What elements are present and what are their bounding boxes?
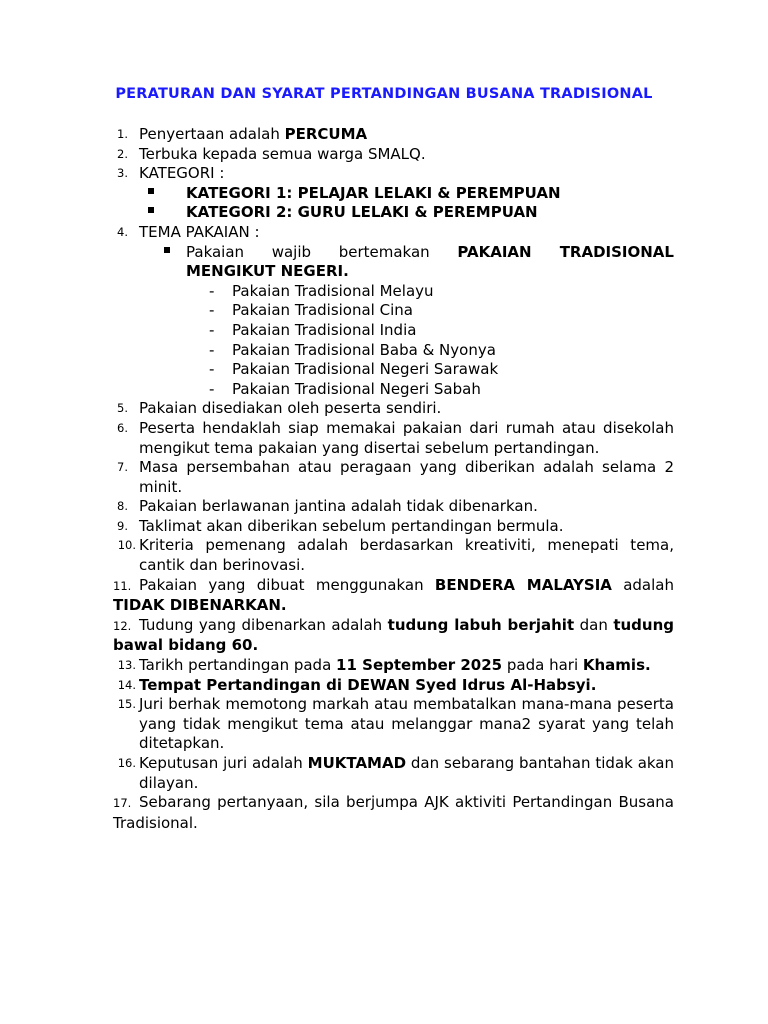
item-number: 2. — [117, 146, 128, 161]
list-item — [0, 164, 768, 184]
item-text — [139, 656, 674, 676]
item-text: Peserta hendaklah siap memakai pakaian dari rumah atau disekolah mengikut tema pakaian yang disertai sebelum pertandingan. — [139, 418, 674, 457]
costume-label: Pakaian Tradisional Negeri Sarawak — [232, 360, 499, 379]
category-label: KATEGORI 1: PELAJAR LELAKI & PEREMPUAN — [186, 183, 561, 202]
theme-text — [186, 243, 674, 282]
dash-bullet: - — [209, 379, 215, 398]
list-item — [0, 458, 768, 497]
item-text-part: Keputusan juri adalah — [139, 754, 308, 772]
rules-list — [0, 125, 768, 833]
item-number: 8. — [117, 499, 128, 514]
item-text — [139, 125, 674, 145]
dash-bullet: - — [209, 320, 215, 339]
item-number: 15. — [117, 697, 136, 712]
item-number: 1. — [117, 127, 128, 141]
item-bold-part: TIDAK DIBENARKAN. — [113, 596, 287, 615]
item-number: 11. — [113, 578, 132, 593]
item-text: Masa persembahan atau peragaan yang diberikan adalah selama 2 minit. — [139, 458, 674, 496]
item-text: Pakaian disediakan oleh peserta sendiri. — [139, 399, 442, 418]
item-text: Juri berhak memotong markah atau membatalkan mana-mana peserta yang tidak mengikut tema atau melanggar mana2 syarat yang telah ditetapkan. — [139, 695, 674, 753]
costume-item — [0, 380, 768, 400]
list-item — [0, 399, 768, 419]
item-bold-part: tudung bawal bidang 60. — [113, 615, 674, 655]
item-bold-part: Khamis. — [582, 656, 651, 675]
list-item — [0, 656, 768, 676]
item-number: 9. — [117, 518, 128, 533]
list-item — [0, 676, 768, 696]
item-text-part: dan — [574, 615, 614, 634]
item-text: Kriteria pemenang adalah berdasarkan kreativiti, menepati tema, cantik dan berinovasi. — [139, 536, 674, 575]
dash-bullet: - — [209, 340, 215, 359]
list-item — [0, 793, 768, 833]
costume-label: Pakaian Tradisional Cina — [232, 301, 413, 320]
item-text-part: Tudung yang dibenarkan adalah — [139, 615, 388, 634]
list-item — [0, 145, 768, 165]
item-number: 16. — [117, 756, 136, 770]
item-bold-part: tudung labuh berjahit — [387, 615, 575, 634]
item-number: 14. — [117, 677, 136, 692]
item-text: Terbuka kepada semua warga SMALQ. — [139, 144, 426, 163]
item-number: 17. — [113, 796, 132, 811]
item-text — [113, 793, 674, 833]
item-bold-part: 11 September 2025 — [336, 656, 503, 675]
costume-label: Pakaian Tradisional Negeri Sabah — [232, 379, 481, 398]
item-number: 3. — [117, 166, 128, 181]
item-text — [139, 754, 674, 793]
list-item — [0, 576, 768, 616]
item-text — [113, 576, 674, 616]
costume-item — [0, 341, 768, 361]
item-text: KATEGORI : — [139, 164, 225, 183]
category-label: KATEGORI 2: GURU LELAKI & PEREMPUAN — [186, 203, 538, 222]
item-number: 5. — [117, 401, 128, 416]
list-item — [0, 695, 768, 754]
item-text-part: dan sebarang bantahan tidak akan dilayan. — [139, 754, 675, 792]
dash-bullet: - — [209, 360, 215, 379]
square-bullet-icon — [164, 247, 170, 253]
item-text-part: Sebarang pertanyaan, sila berjumpa AJK aktiviti Pertandingan Busana Tradisional. — [113, 793, 674, 832]
item-text: TEMA PAKAIAN : — [139, 222, 260, 241]
costume-item — [0, 321, 768, 341]
item-number: 7. — [117, 460, 128, 475]
list-item — [0, 616, 768, 656]
item-text: Pakaian berlawanan jantina adalah tidak dibenarkan. — [139, 497, 538, 516]
costume-item — [0, 282, 768, 302]
list-item — [0, 754, 768, 793]
item-number: 6. — [117, 420, 128, 435]
theme-bullet — [0, 243, 768, 282]
theme-bold-part: PAKAIAN TRADISIONAL MENGIKUT NEGERI. — [186, 242, 674, 281]
costume-item — [0, 301, 768, 321]
item-text-part: Pakaian yang dibuat menggunakan — [139, 575, 435, 594]
item-number: 12. — [113, 618, 132, 633]
item-text — [139, 676, 674, 696]
costume-item — [0, 360, 768, 380]
list-item — [0, 536, 768, 575]
square-bullet-icon — [148, 207, 154, 213]
square-bullet-icon — [148, 188, 154, 194]
item-text — [113, 616, 674, 656]
costume-label: Pakaian Tradisional Melayu — [232, 281, 434, 300]
category-bullet — [0, 203, 768, 223]
costume-label: Pakaian Tradisional Baba & Nyonya — [232, 340, 496, 359]
dash-bullet: - — [209, 301, 215, 320]
item-bold-part: BENDERA MALAYSIA — [434, 575, 612, 594]
item-text-part: pada hari — [502, 656, 583, 675]
item-number: 13. — [117, 658, 136, 673]
page-title: PERATURAN DAN SYARAT PERTANDINGAN BUSANA TRADISIONAL — [115, 86, 653, 102]
item-bold-part: Tempat Pertandingan di DEWAN Syed Idrus Al-Habsyi. — [139, 675, 597, 694]
item-text-part: Tarikh pertandingan pada — [139, 656, 337, 675]
item-bold-part: PERCUMA — [284, 125, 368, 143]
item-number: 10. — [117, 538, 136, 553]
dash-bullet: - — [209, 281, 215, 300]
item-text: Taklimat akan diberikan sebelum pertandingan bermula. — [139, 516, 564, 535]
list-item — [0, 419, 768, 458]
list-item — [0, 517, 768, 537]
list-item — [0, 125, 768, 145]
category-bullet — [0, 184, 768, 204]
item-text-part: adalah — [611, 575, 674, 594]
costume-label: Pakaian Tradisional India — [232, 320, 417, 339]
list-item — [0, 497, 768, 517]
item-text-part: Penyertaan adalah — [139, 125, 285, 143]
item-bold-part: MUKTAMAD — [307, 754, 407, 772]
theme-text-part: Pakaian wajib bertemakan — [186, 242, 458, 261]
item-number: 4. — [117, 224, 128, 239]
list-item — [0, 223, 768, 243]
